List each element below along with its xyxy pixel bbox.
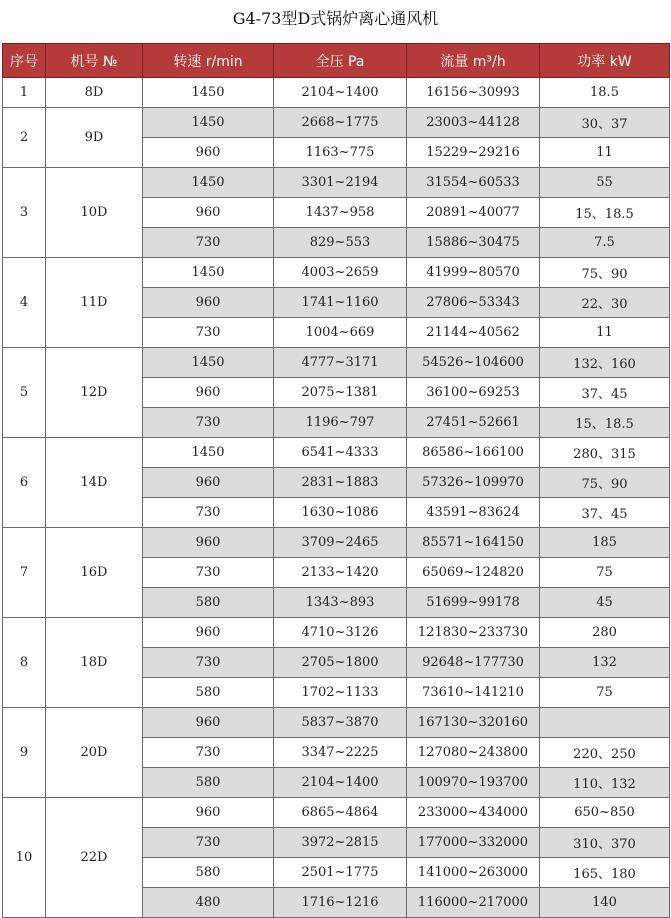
pressure-cell: 2075~1381 <box>274 378 407 408</box>
flow-cell: 15229~29216 <box>407 138 540 168</box>
flow-cell: 177000~332000 <box>407 828 540 858</box>
speed-cell: 730 <box>143 228 274 258</box>
pressure-cell: 2705~1800 <box>274 648 407 678</box>
pressure-cell: 1004~669 <box>274 318 407 348</box>
flow-cell: 43591~83624 <box>407 498 540 528</box>
table-row <box>3 108 670 138</box>
flow-cell: 41999~80570 <box>407 258 540 288</box>
power-cell: 132、160 <box>540 348 670 378</box>
power-cell: 75、90 <box>540 468 670 498</box>
speed-cell: 730 <box>143 498 274 528</box>
pressure-cell: 3709~2465 <box>274 528 407 558</box>
flow-cell: 141000~263000 <box>407 858 540 888</box>
table-row <box>3 168 670 198</box>
speed-cell: 580 <box>143 678 274 708</box>
speed-cell: 730 <box>143 648 274 678</box>
speed-cell: 1450 <box>143 438 274 468</box>
pressure-cell: 6865~4864 <box>274 798 407 828</box>
pressure-cell: 1630~1086 <box>274 498 407 528</box>
flow-cell: 116000~217000 <box>407 888 540 918</box>
power-cell: 37、45 <box>540 498 670 528</box>
seq-cell: 1 <box>3 78 46 108</box>
power-cell: 165、180 <box>540 858 670 888</box>
speed-cell: 960 <box>143 468 274 498</box>
speed-cell: 1450 <box>143 108 274 138</box>
seq-cell: 6 <box>3 438 46 528</box>
power-cell: 11 <box>540 318 670 348</box>
pressure-cell: 1702~1133 <box>274 678 407 708</box>
flow-cell: 27806~53343 <box>407 288 540 318</box>
pressure-cell: 4710~3126 <box>274 618 407 648</box>
speed-cell: 580 <box>143 768 274 798</box>
power-cell: 132 <box>540 648 670 678</box>
speed-cell: 730 <box>143 318 274 348</box>
header-power: 功率 kW <box>540 44 670 78</box>
fan-spec-table <box>2 43 670 918</box>
speed-cell: 1450 <box>143 168 274 198</box>
flow-cell: 92648~177730 <box>407 648 540 678</box>
model-cell: 18D <box>46 618 143 708</box>
model-cell: 9D <box>46 108 143 168</box>
pressure-cell: 6541~4333 <box>274 438 407 468</box>
power-cell: 280、315 <box>540 438 670 468</box>
power-cell: 75 <box>540 558 670 588</box>
power-cell: 30、37 <box>540 108 670 138</box>
flow-cell: 127080~243800 <box>407 738 540 768</box>
power-cell: 310、370 <box>540 828 670 858</box>
seq-cell: 4 <box>3 258 46 348</box>
pressure-cell: 1741~1160 <box>274 288 407 318</box>
seq-cell: 10 <box>3 798 46 918</box>
power-cell: 280 <box>540 618 670 648</box>
header-model: 机号 № <box>46 44 143 78</box>
flow-cell: 233000~434000 <box>407 798 540 828</box>
seq-cell: 2 <box>3 108 46 168</box>
table-row <box>3 438 670 468</box>
model-cell: 12D <box>46 348 143 438</box>
pressure-cell: 1163~775 <box>274 138 407 168</box>
power-cell: 650~850 <box>540 798 670 828</box>
flow-cell: 16156~30993 <box>407 78 540 108</box>
power-cell: 15、18.5 <box>540 408 670 438</box>
pressure-cell: 5837~3870 <box>274 708 407 738</box>
pressure-cell: 829~553 <box>274 228 407 258</box>
pressure-cell: 1196~797 <box>274 408 407 438</box>
pressure-cell: 2104~1400 <box>274 768 407 798</box>
page-title: G4-73型D式锅炉离心通风机 <box>232 9 439 28</box>
model-cell: 8D <box>46 78 143 108</box>
flow-cell: 23003~44128 <box>407 108 540 138</box>
table-row <box>3 528 670 558</box>
table-row <box>3 708 670 738</box>
power-cell: 55 <box>540 168 670 198</box>
table-row <box>3 798 670 828</box>
power-cell: 18.5 <box>540 78 670 108</box>
power-cell: 75、90 <box>540 258 670 288</box>
speed-cell: 960 <box>143 288 274 318</box>
speed-cell: 730 <box>143 558 274 588</box>
model-cell: 22D <box>46 798 143 918</box>
seq-cell: 7 <box>3 528 46 618</box>
power-cell: 11 <box>540 138 670 168</box>
pressure-cell: 4777~3171 <box>274 348 407 378</box>
header-speed: 转速 r/min <box>143 44 274 78</box>
speed-cell: 960 <box>143 138 274 168</box>
flow-cell: 73610~141210 <box>407 678 540 708</box>
table-row <box>3 348 670 378</box>
seq-cell: 3 <box>3 168 46 258</box>
flow-cell: 100970~193700 <box>407 768 540 798</box>
pressure-cell: 1343~893 <box>274 588 407 618</box>
pressure-cell: 2104~1400 <box>274 78 407 108</box>
seq-cell: 9 <box>3 708 46 798</box>
header-seq: 序号 <box>3 44 46 78</box>
speed-cell: 580 <box>143 858 274 888</box>
flow-cell: 31554~60533 <box>407 168 540 198</box>
speed-cell: 960 <box>143 378 274 408</box>
speed-cell: 960 <box>143 198 274 228</box>
flow-cell: 20891~40077 <box>407 198 540 228</box>
flow-cell: 86586~166100 <box>407 438 540 468</box>
power-cell: 110、132 <box>540 768 670 798</box>
flow-cell: 85571~164150 <box>407 528 540 558</box>
model-cell: 16D <box>46 528 143 618</box>
pressure-cell: 2668~1775 <box>274 108 407 138</box>
flow-cell: 57326~109970 <box>407 468 540 498</box>
pressure-cell: 3347~2225 <box>274 738 407 768</box>
pressure-cell: 1437~958 <box>274 198 407 228</box>
model-cell: 11D <box>46 258 143 348</box>
flow-cell: 65069~124820 <box>407 558 540 588</box>
model-cell: 14D <box>46 438 143 528</box>
flow-cell: 21144~40562 <box>407 318 540 348</box>
speed-cell: 730 <box>143 408 274 438</box>
power-cell: 45 <box>540 588 670 618</box>
pressure-cell: 2501~1775 <box>274 858 407 888</box>
power-cell: 7.5 <box>540 228 670 258</box>
header-pressure: 全压 Pa <box>274 44 407 78</box>
power-cell: 185 <box>540 528 670 558</box>
model-cell: 20D <box>46 708 143 798</box>
power-cell: 37、45 <box>540 378 670 408</box>
flow-cell: 15886~30475 <box>407 228 540 258</box>
power-cell: 220、250 <box>540 738 670 768</box>
flow-cell: 36100~69253 <box>407 378 540 408</box>
speed-cell: 1450 <box>143 78 274 108</box>
pressure-cell: 3301~2194 <box>274 168 407 198</box>
flow-cell: 121830~233730 <box>407 618 540 648</box>
speed-cell: 480 <box>143 888 274 918</box>
pressure-cell: 2133~1420 <box>274 558 407 588</box>
table-row <box>3 78 670 108</box>
speed-cell: 580 <box>143 588 274 618</box>
speed-cell: 1450 <box>143 258 274 288</box>
seq-cell: 8 <box>3 618 46 708</box>
flow-cell: 167130~320160 <box>407 708 540 738</box>
pressure-cell: 4003~2659 <box>274 258 407 288</box>
model-cell: 10D <box>46 168 143 258</box>
pressure-cell: 3972~2815 <box>274 828 407 858</box>
pressure-cell: 1716~1216 <box>274 888 407 918</box>
seq-cell: 5 <box>3 348 46 438</box>
table-row <box>3 618 670 648</box>
flow-cell: 27451~52661 <box>407 408 540 438</box>
power-cell: 140 <box>540 888 670 918</box>
speed-cell: 960 <box>143 618 274 648</box>
speed-cell: 960 <box>143 528 274 558</box>
header-flow: 流量 m³/h <box>407 44 540 78</box>
header-row <box>3 44 670 78</box>
pressure-cell: 2831~1883 <box>274 468 407 498</box>
speed-cell: 960 <box>143 798 274 828</box>
speed-cell: 960 <box>143 708 274 738</box>
power-cell: 22、30 <box>540 288 670 318</box>
speed-cell: 730 <box>143 738 274 768</box>
speed-cell: 730 <box>143 828 274 858</box>
table-row <box>3 258 670 288</box>
power-cell: 15、18.5 <box>540 198 670 228</box>
flow-cell: 54526~104600 <box>407 348 540 378</box>
speed-cell: 1450 <box>143 348 274 378</box>
flow-cell: 51699~99178 <box>407 588 540 618</box>
power-cell: 75 <box>540 678 670 708</box>
power-cell <box>540 708 670 738</box>
